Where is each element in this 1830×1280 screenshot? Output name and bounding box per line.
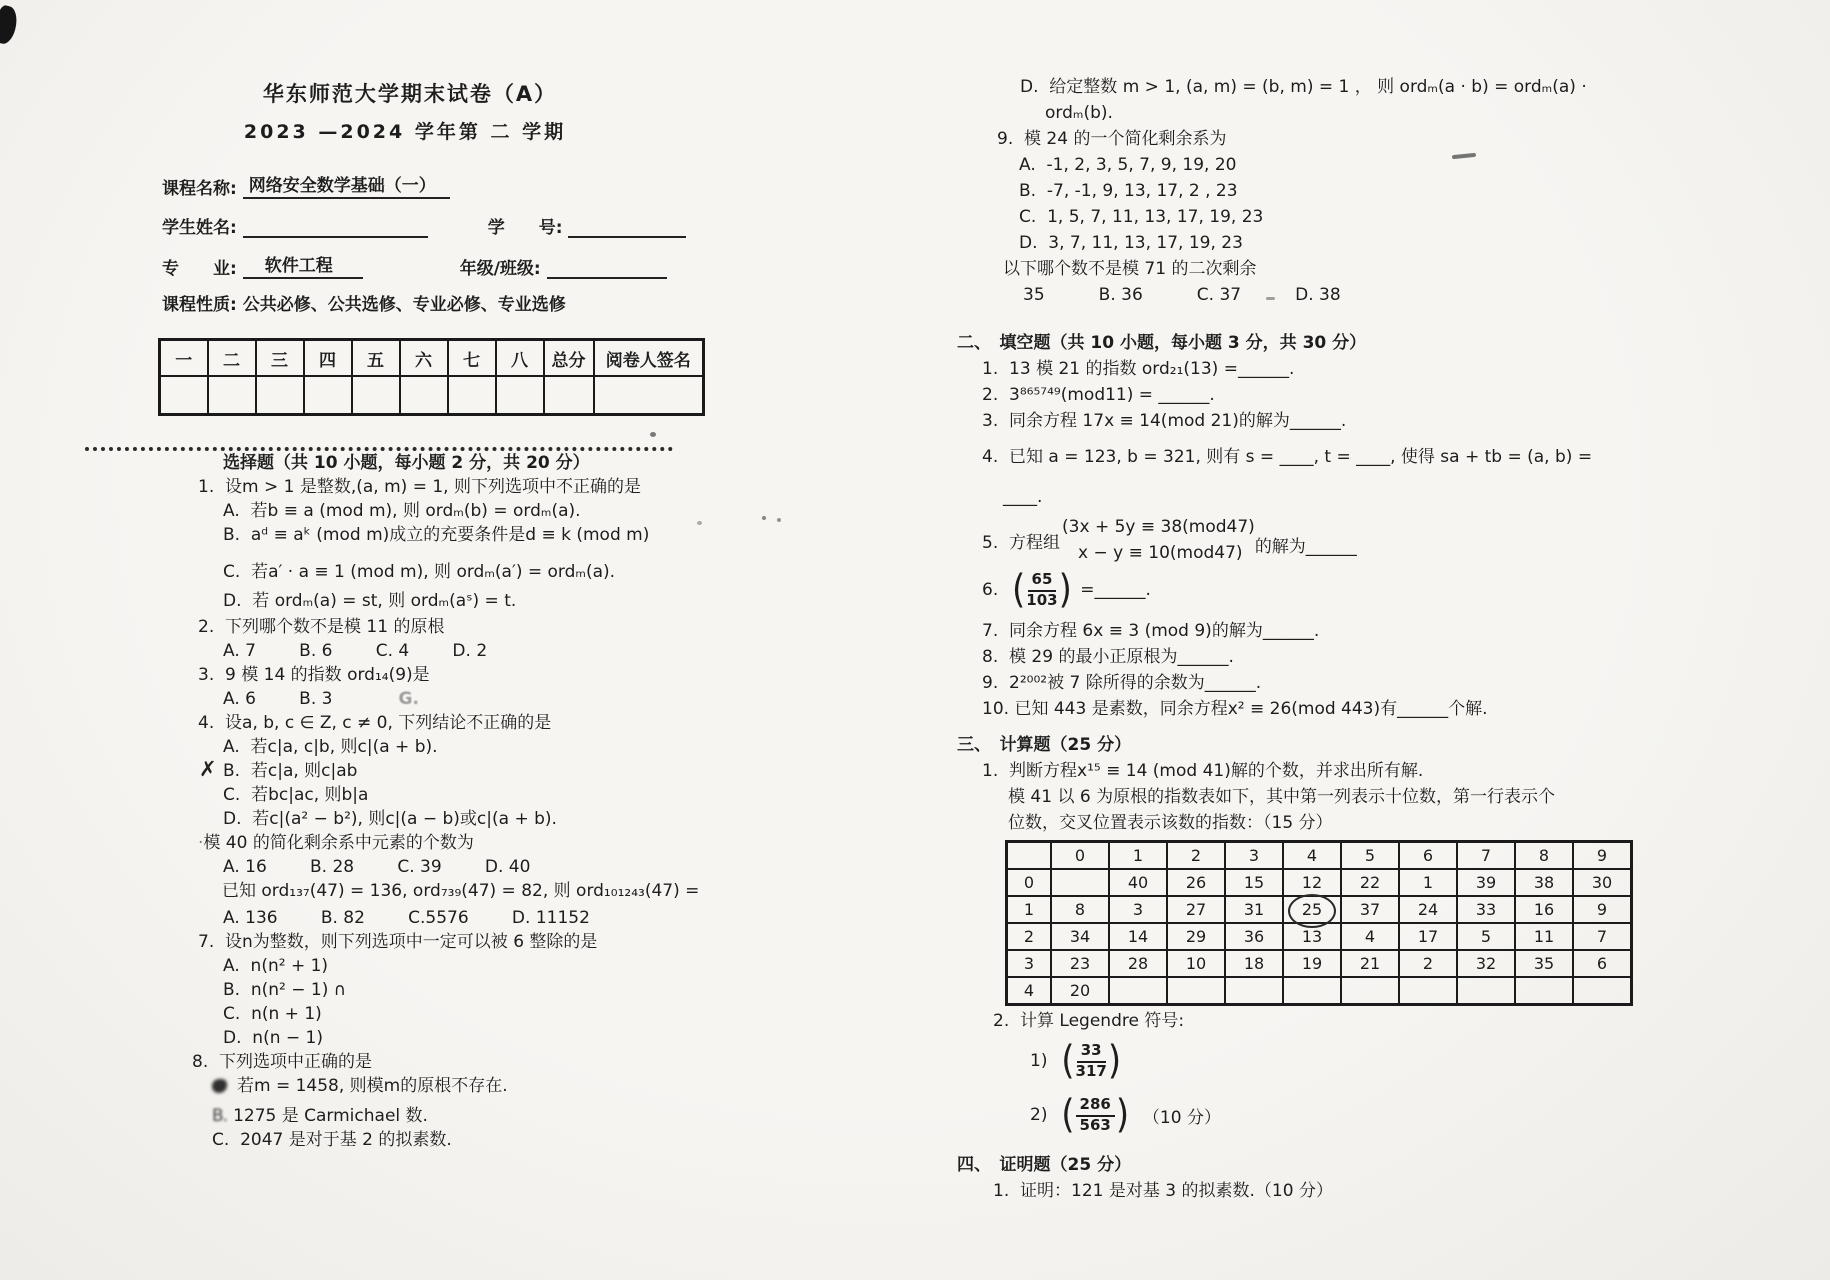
choice-q4-option-b bbox=[140, 756, 820, 783]
score-cell-empty bbox=[208, 376, 256, 414]
choice-q2-options: A. 7 B. 6 C. 4 D. 2 bbox=[223, 640, 488, 661]
table-cell: 25 bbox=[1283, 896, 1341, 923]
right-column bbox=[905, 74, 1665, 1204]
score-col: 阅卷人签名 bbox=[594, 340, 704, 377]
score-col: 总分 bbox=[544, 340, 594, 377]
fraction bbox=[1026, 571, 1057, 609]
choice-q9-option-b: B. -7, -1, 9, 13, 17, 2 , 23 bbox=[1019, 181, 1238, 201]
table-cell: 4 bbox=[1007, 977, 1052, 1005]
calc-section-title: 三、 计算题（25 分） bbox=[957, 735, 1132, 755]
fill-item-5-suffix: 的解为______ bbox=[1254, 536, 1357, 557]
table-cell: 17 bbox=[1399, 923, 1457, 950]
table-cell: 37 bbox=[1341, 896, 1399, 923]
table-cell: 5 bbox=[1341, 842, 1399, 870]
choice-q7-option-b: B. n(n² − 1) ∩ bbox=[223, 979, 347, 1000]
table-cell: 2 bbox=[1167, 842, 1225, 870]
table-cell bbox=[1515, 977, 1573, 1005]
choice-q1-stem: 1. 设m > 1 是整数,(a, m) = 1, 则下列选项中不正确的是 bbox=[198, 476, 641, 497]
student-id-label: 学 号: bbox=[487, 218, 569, 238]
fraction-numerator: 65 bbox=[1028, 571, 1057, 591]
table-cell: 9 bbox=[1573, 842, 1632, 870]
calc-problem-1-line3: 位数，交叉位置表示该数的指数：（15 分） bbox=[1008, 813, 1333, 833]
course-nature-row bbox=[140, 290, 820, 315]
exponent-table-body bbox=[1007, 842, 1632, 1005]
table-cell: 35 bbox=[1515, 950, 1573, 977]
jacobi-symbol bbox=[1012, 567, 1072, 613]
table-cell bbox=[1167, 977, 1225, 1005]
table-cell: 1 bbox=[1007, 896, 1052, 923]
exam-semester: 2023 —2024 学年第 二 学期 bbox=[243, 121, 567, 143]
table-cell: 1 bbox=[1109, 842, 1167, 870]
major-value: 软件工程 bbox=[243, 251, 363, 279]
table-cell bbox=[1225, 977, 1283, 1005]
fill-item-2: 2. 3⁸⁶⁵⁷⁴⁹(mod11) = ______. bbox=[982, 385, 1215, 405]
choice-q3-ghost-mark: G. bbox=[398, 688, 419, 709]
table-row bbox=[1007, 977, 1632, 1005]
table-cell: 7 bbox=[1573, 923, 1632, 950]
score-cell-empty bbox=[400, 376, 448, 414]
proof-problem-1: 1. 证明：121 是对基 3 的拟素数.（10 分） bbox=[993, 1181, 1333, 1201]
exam-title: 华东师范大学期末试卷（A） bbox=[262, 82, 558, 106]
legendre-item-1 bbox=[905, 1038, 1665, 1084]
choice-q1-option-b: B. aᵈ ≡ aᵏ (mod m)成立的充要条件是d ≡ k (mod m) bbox=[223, 524, 650, 545]
course-nature-label: 课程性质: bbox=[162, 295, 243, 315]
major-row bbox=[140, 251, 820, 279]
table-cell: 2 bbox=[1007, 923, 1052, 950]
table-cell: 3 bbox=[1007, 950, 1052, 977]
fill-item-4-line2: ____. bbox=[1003, 487, 1043, 507]
choice-q3-stem: 3. 9 模 14 的指数 ord₁₄(9)是 bbox=[198, 664, 430, 685]
left-paren: ( bbox=[1061, 1038, 1075, 1084]
legendre-2-label: 2) bbox=[1030, 1105, 1059, 1125]
legendre-2-points: （10 分） bbox=[1132, 1107, 1221, 1128]
table-cell bbox=[1573, 977, 1632, 1005]
table-cell: 23 bbox=[1051, 950, 1109, 977]
table-cell bbox=[1109, 977, 1167, 1005]
score-cell-empty bbox=[304, 376, 352, 414]
table-cell: 24 bbox=[1399, 896, 1457, 923]
choice-q8-option-a-text: 若m = 1458, 则模m的原根不存在. bbox=[237, 1075, 508, 1096]
congruence-eq-1: (3x + 5y ≡ 38(mod47) bbox=[1062, 517, 1255, 537]
table-cell: 32 bbox=[1457, 950, 1515, 977]
choice-q9-stem: 9. 模 24 的一个简化剩余系为 bbox=[997, 129, 1227, 149]
table-cell: 21 bbox=[1341, 950, 1399, 977]
fill-item-7: 7. 同余方程 6x ≡ 3 (mod 9)的解为______. bbox=[982, 621, 1320, 641]
table-cell: 3 bbox=[1225, 842, 1283, 870]
fill-item-1: 1. 13 模 21 的指数 ord₂₁(13) =______. bbox=[982, 359, 1295, 379]
table-cell: 28 bbox=[1109, 950, 1167, 977]
table-cell: 1 bbox=[1399, 869, 1457, 896]
score-col: 八 bbox=[496, 340, 544, 377]
faded-question-number: · bbox=[198, 832, 204, 853]
score-col: 六 bbox=[400, 340, 448, 377]
student-name-blank bbox=[243, 218, 428, 238]
table-cell: 9 bbox=[1573, 896, 1632, 923]
choice-q4-stem: 4. 设a, b, c ∈ Z, c ≠ 0, 下列结论不正确的是 bbox=[198, 712, 552, 733]
left-paren: ( bbox=[1061, 1092, 1075, 1138]
table-cell: 40 bbox=[1109, 869, 1167, 896]
fill-item-5 bbox=[905, 514, 1665, 566]
congruence-eq-2: x − y ≡ 10(mod47) bbox=[1078, 543, 1243, 563]
choice-q5-options: A. 16 B. 28 C. 39 D. 40 bbox=[223, 856, 531, 877]
table-row bbox=[1007, 923, 1632, 950]
proof-section-title: 四、 证明题（25 分） bbox=[957, 1155, 1132, 1175]
course-nature-value: 公共必修、公共选修、专业必修、专业选修 bbox=[242, 295, 566, 315]
table-cell: 16 bbox=[1515, 896, 1573, 923]
smudged-option-letter-b: B. bbox=[212, 1105, 228, 1126]
table-cell bbox=[1457, 977, 1515, 1005]
table-cell bbox=[1051, 869, 1109, 896]
score-col: 三 bbox=[256, 340, 304, 377]
legendre-1-label: 1) bbox=[1030, 1051, 1059, 1071]
left-paren: ( bbox=[1012, 567, 1026, 613]
score-cell-empty bbox=[448, 376, 496, 414]
choice-q6-stem: 已知 ord₁₃₇(47) = 136, ord₇₃₉(47) = 82, 则 ord₁₀₁₂₄₃(47) = bbox=[222, 880, 700, 901]
choice-q8-option-d-line2: ordₘ(b). bbox=[1045, 103, 1113, 123]
score-col: 一 bbox=[160, 340, 208, 377]
table-cell: 36 bbox=[1225, 923, 1283, 950]
score-col: 四 bbox=[304, 340, 352, 377]
grade-class-label: 年级/班级: bbox=[459, 259, 547, 279]
legendre-symbol-1 bbox=[1061, 1038, 1122, 1084]
choice-q1-option-c: C. 若a′ · a ≡ 1 (mod m), 则 ordₘ(a′) = ordₘ(a). bbox=[223, 561, 616, 582]
fraction-denominator: 563 bbox=[1079, 1115, 1111, 1134]
table-cell: 4 bbox=[1283, 842, 1341, 870]
fraction bbox=[1076, 1042, 1107, 1080]
handwritten-x-mark: ✗ bbox=[199, 756, 217, 781]
choice-q4-option-b-text: B. 若c|a, 则c|ab bbox=[223, 760, 358, 781]
table-cell: 20 bbox=[1051, 977, 1109, 1005]
score-col: 七 bbox=[448, 340, 496, 377]
score-cell-empty bbox=[594, 376, 704, 414]
score-col: 二 bbox=[208, 340, 256, 377]
choice-q1-option-d: D. 若 ordₘ(a) = st, 则 ordₘ(aˢ) = t. bbox=[223, 590, 517, 611]
choice-q4-option-a: A. 若c|a, c|b, 则c|(a + b). bbox=[223, 736, 438, 757]
calc-problem-1-line2: 模 41 以 6 为原根的指数表如下，其中第一列表示十位数，第一行表示个 bbox=[1008, 787, 1556, 807]
table-cell: 6 bbox=[1573, 950, 1632, 977]
exponent-table bbox=[1005, 840, 1633, 1006]
choice-q8-option-d-line1: D. 给定整数 m > 1, (a, m) = (b, m) = 1 ， 则 ordₘ(a · b) = ordₘ(a) · bbox=[1020, 77, 1587, 97]
student-name-label: 学生姓名: bbox=[162, 218, 243, 238]
table-cell: 39 bbox=[1457, 869, 1515, 896]
table-cell: 15 bbox=[1225, 869, 1283, 896]
choice-section bbox=[140, 451, 820, 1152]
choice-q9-option-d: D. 3, 7, 11, 13, 17, 19, 23 bbox=[1019, 233, 1243, 253]
table-cell: 19 bbox=[1283, 950, 1341, 977]
choice-q8-option-b bbox=[140, 1104, 820, 1128]
score-col: 五 bbox=[352, 340, 400, 377]
choice-q7-stem: 7. 设n为整数，则下列选项中一定可以被 6 整除的是 bbox=[198, 931, 598, 952]
choice-q5-stem-text: 模 40 的简化剩余系中元素的个数为 bbox=[203, 832, 474, 853]
choice-q4-option-d: D. 若c|(a² − b²), 则c|(a − b)或c|(a + b). bbox=[223, 808, 557, 829]
table-cell: 10 bbox=[1167, 950, 1225, 977]
choice-q2-stem: 2. 下列哪个数不是模 11 的原根 bbox=[198, 616, 445, 637]
table-cell: 18 bbox=[1225, 950, 1283, 977]
table-cell: 0 bbox=[1007, 869, 1052, 896]
choice-q8-option-b-text: 1275 是 Carmichael 数. bbox=[233, 1105, 428, 1126]
legendre-item-2 bbox=[905, 1092, 1665, 1138]
choice-q7-option-d: D. n(n − 1) bbox=[223, 1027, 323, 1048]
score-cell-empty bbox=[544, 376, 594, 414]
fraction-denominator: 317 bbox=[1075, 1061, 1107, 1080]
table-row bbox=[1007, 842, 1632, 870]
table-cell: 31 bbox=[1225, 896, 1283, 923]
table-cell: 8 bbox=[1051, 896, 1109, 923]
score-table bbox=[158, 338, 705, 416]
left-column bbox=[140, 78, 820, 1152]
choice-q8-stem: 8. 下列选项中正确的是 bbox=[192, 1051, 373, 1072]
choice-q4-option-c: C. 若bc|ac, 则b|a bbox=[223, 784, 369, 805]
table-row bbox=[1007, 950, 1632, 977]
right-paren: ) bbox=[1107, 1038, 1122, 1084]
score-cell-empty bbox=[160, 376, 208, 414]
choice-q8-option-c: C. 2047 是对于基 2 的拟素数. bbox=[212, 1129, 452, 1150]
choice-q3-options bbox=[140, 687, 820, 711]
choice-section-title: 选择题（共 10 小题，每小题 2 分，共 20 分） bbox=[223, 452, 590, 473]
table-cell: 14 bbox=[1109, 923, 1167, 950]
fill-item-3: 3. 同余方程 17x ≡ 14(mod 21)的解为______. bbox=[982, 411, 1347, 431]
choice-q6-options: A. 136 B. 82 C.5576 D. 11152 bbox=[223, 907, 590, 928]
table-cell bbox=[1283, 977, 1341, 1005]
score-cell-empty bbox=[496, 376, 544, 414]
course-name-row bbox=[140, 171, 820, 199]
course-name-value: 网络安全数学基础（一） bbox=[243, 171, 450, 199]
choice-q3-options-text: A. 6 B. 3 bbox=[223, 688, 333, 709]
fill-item-5-label: 5. 方程组 bbox=[982, 532, 1061, 553]
table-cell: 13 bbox=[1283, 923, 1341, 950]
table-cell: 12 bbox=[1283, 869, 1341, 896]
table-cell bbox=[1007, 842, 1052, 870]
fill-item-6 bbox=[905, 568, 1665, 612]
choice-q5-stem bbox=[140, 831, 820, 855]
fill-item-10: 10. 已知 443 是素数，同余方程x² ≡ 26(mod 443)有______个解. bbox=[982, 699, 1488, 719]
table-cell bbox=[1341, 977, 1399, 1005]
calc-problem-2: 2. 计算 Legendre 符号: bbox=[993, 1011, 1185, 1031]
smudged-option-letter bbox=[212, 1079, 227, 1093]
table-row bbox=[1007, 896, 1632, 923]
score-table-header-row bbox=[160, 340, 704, 377]
table-cell: 0 bbox=[1051, 842, 1109, 870]
choice-q7-option-a: A. n(n² + 1) bbox=[223, 955, 329, 976]
choice-q7-option-c: C. n(n + 1) bbox=[223, 1003, 322, 1024]
fraction bbox=[1076, 1096, 1115, 1134]
fill-section-title: 二、 填空题（共 10 小题，每小题 3 分，共 30 分） bbox=[957, 333, 1367, 353]
table-cell: 4 bbox=[1341, 923, 1399, 950]
scan-corner-mark bbox=[0, 4, 20, 46]
choice-q1-option-a: A. 若b ≡ a (mod m), 则 ordₘ(b) = ordₘ(a). bbox=[223, 500, 581, 521]
table-cell: 22 bbox=[1341, 869, 1399, 896]
table-cell: 7 bbox=[1457, 842, 1515, 870]
table-cell: 3 bbox=[1109, 896, 1167, 923]
right-paren: ) bbox=[1058, 567, 1072, 613]
table-cell: 38 bbox=[1515, 869, 1573, 896]
legendre-symbol-2 bbox=[1061, 1092, 1130, 1138]
fraction-numerator: 33 bbox=[1077, 1042, 1106, 1062]
table-cell: 26 bbox=[1167, 869, 1225, 896]
table-cell: 29 bbox=[1167, 923, 1225, 950]
fill-item-4-line1: 4. 已知 a = 123, b = 321, 则有 s = ____, t = ____, 使得 sa + tb = (a, b) = bbox=[982, 447, 1593, 467]
grade-class-blank bbox=[547, 259, 667, 279]
course-name-label: 课程名称: bbox=[162, 179, 243, 199]
choice-q10-stem: 以下哪个数不是模 71 的二次剩余 bbox=[1003, 259, 1257, 279]
score-table-empty-row bbox=[160, 376, 704, 414]
student-id-blank bbox=[568, 218, 686, 238]
choice-q8-option-a bbox=[140, 1074, 820, 1098]
student-name-row bbox=[140, 213, 820, 238]
table-cell bbox=[1399, 977, 1457, 1005]
table-cell: 34 bbox=[1051, 923, 1109, 950]
score-cell-empty bbox=[352, 376, 400, 414]
fraction-denominator: 103 bbox=[1026, 590, 1058, 609]
table-cell: 2 bbox=[1399, 950, 1457, 977]
table-row bbox=[1007, 869, 1632, 896]
score-cell-empty bbox=[256, 376, 304, 414]
fill-item-9: 9. 2²⁰⁰²被 7 除所得的余数为______. bbox=[982, 673, 1262, 693]
fill-item-6-number: 6. bbox=[982, 580, 1010, 600]
fill-item-8: 8. 模 29 的最小正原根为______. bbox=[982, 647, 1234, 667]
fraction-numerator: 286 bbox=[1076, 1096, 1115, 1116]
table-cell: 6 bbox=[1399, 842, 1457, 870]
table-cell: 27 bbox=[1167, 896, 1225, 923]
choice-q9-option-c: C. 1, 5, 7, 11, 13, 17, 19, 23 bbox=[1019, 207, 1264, 227]
table-cell: 5 bbox=[1457, 923, 1515, 950]
congruence-system bbox=[1062, 514, 1255, 566]
table-cell: 33 bbox=[1457, 896, 1515, 923]
table-cell: 30 bbox=[1573, 869, 1632, 896]
major-label: 专 业: bbox=[162, 259, 243, 279]
table-cell: 8 bbox=[1515, 842, 1573, 870]
fill-item-6-suffix: =______. bbox=[1074, 580, 1151, 600]
choice-q10-options: 35 B. 36 C. 37 D. 38 bbox=[1023, 285, 1341, 305]
choice-q9-option-a: A. -1, 2, 3, 5, 7, 9, 19, 20 bbox=[1019, 155, 1237, 175]
calc-problem-1-line1: 1. 判断方程x¹⁵ ≡ 14 (mod 41)解的个数，并求出所有解. bbox=[982, 761, 1424, 781]
table-cell: 11 bbox=[1515, 923, 1573, 950]
right-paren: ) bbox=[1115, 1092, 1130, 1138]
